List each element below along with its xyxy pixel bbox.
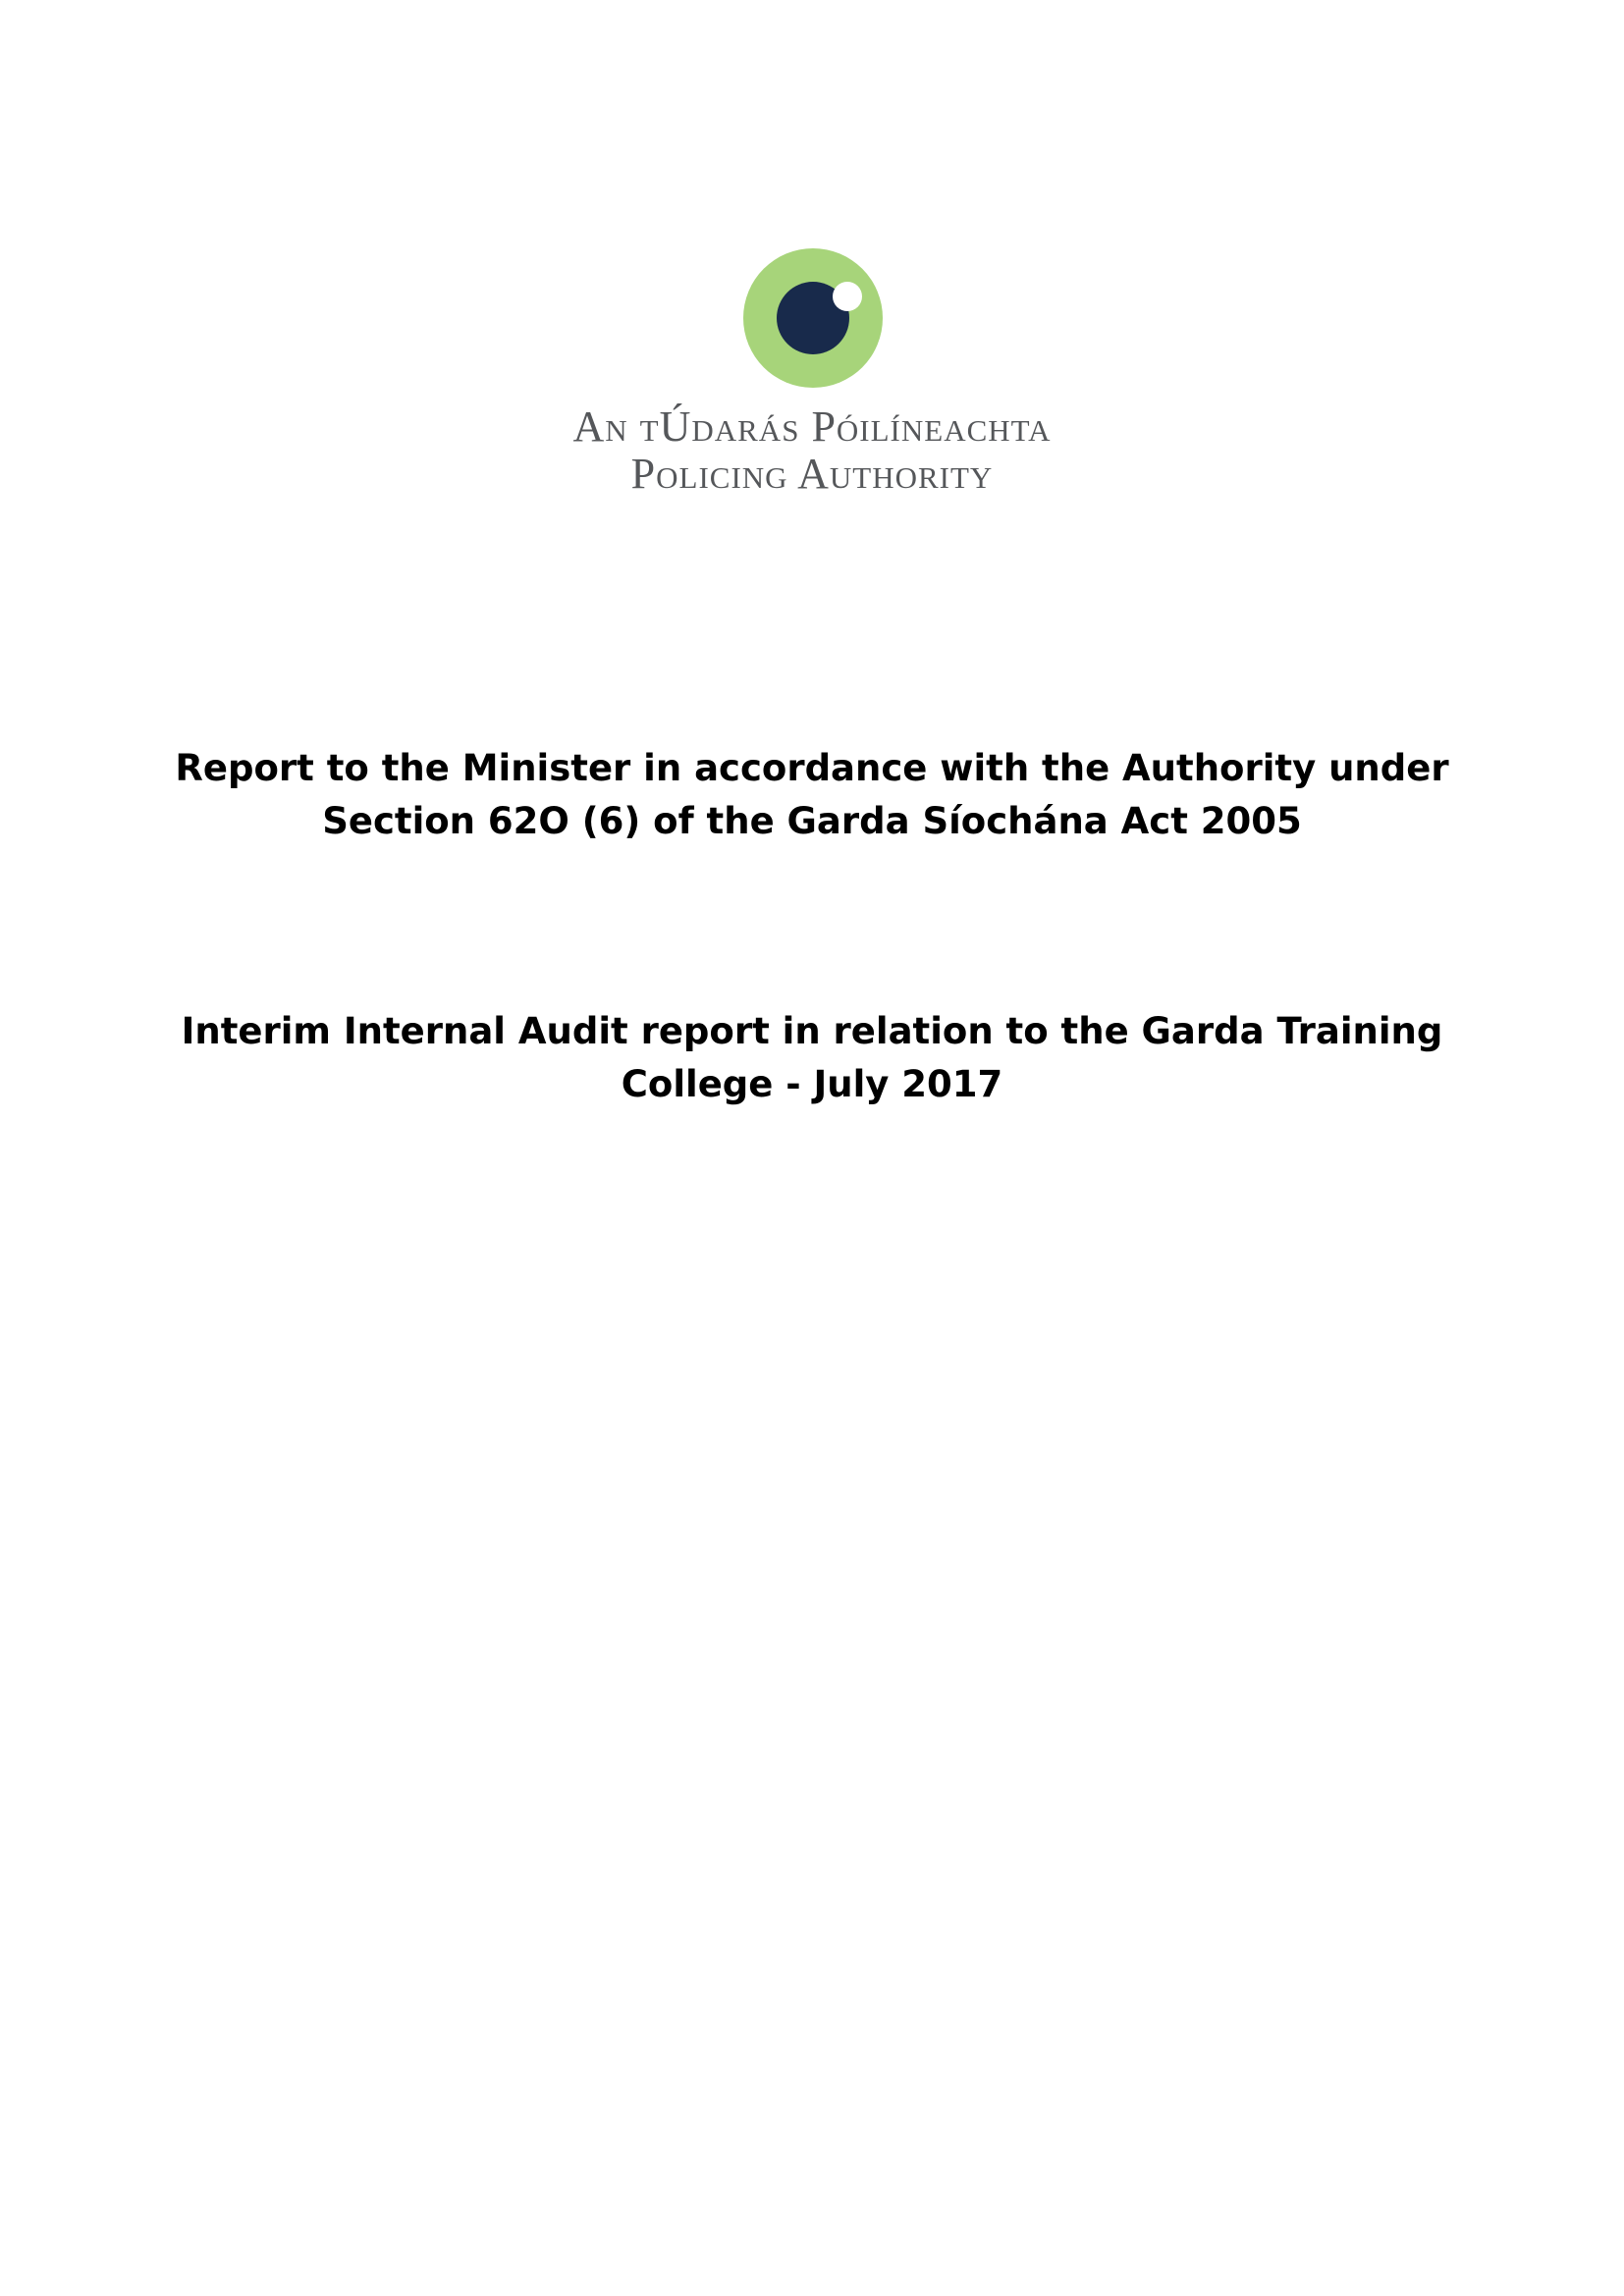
report-subtitle-line-2: College - July 2017 — [621, 1063, 1003, 1105]
logo-highlight — [833, 282, 862, 311]
logo-text-english: Policing Authority — [630, 450, 994, 498]
logo-text-irish: An tÚdarás Póilíneachta — [572, 402, 1052, 451]
report-subtitle-line-1: Interim Internal Audit report in relation to the Garda Training — [181, 1010, 1443, 1052]
report-title-line-2: Section 62O (6) of the Garda Síochána Act 2005 — [322, 800, 1302, 842]
eye-logo-icon — [743, 248, 883, 388]
report-title-line-1: Report to the Minister in accordance with the Authority under — [175, 747, 1449, 789]
